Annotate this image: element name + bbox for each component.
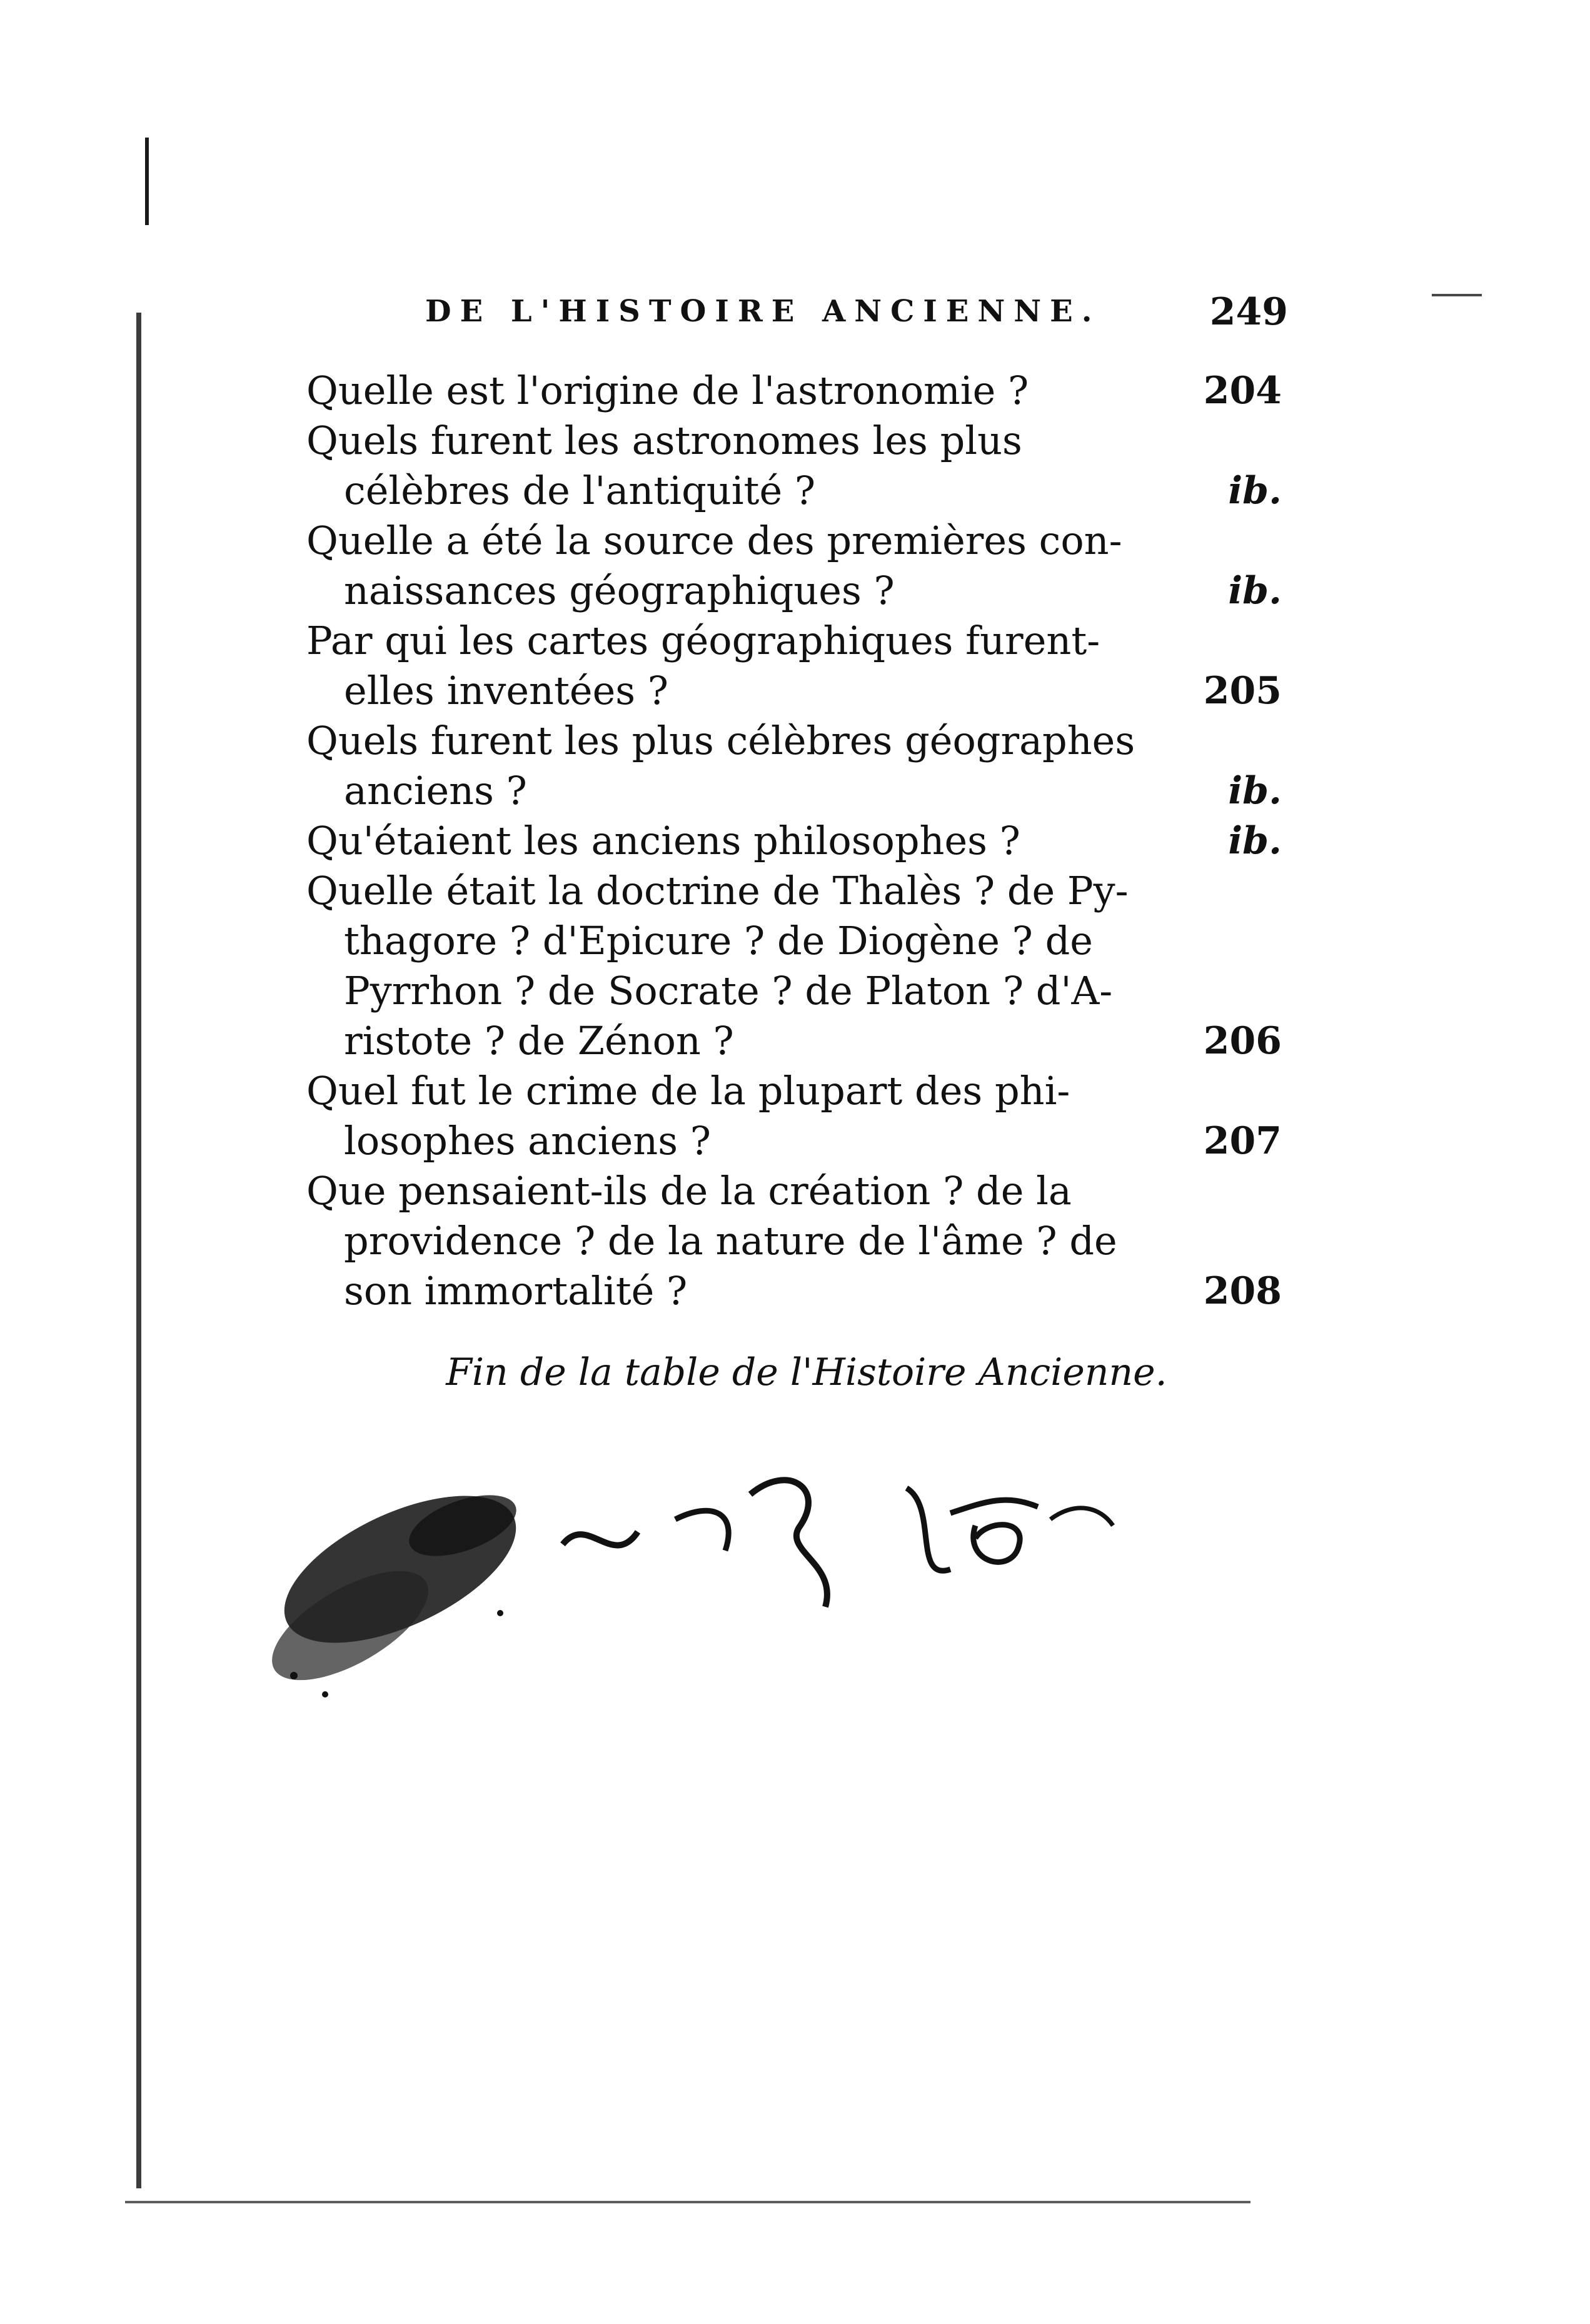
ink-scribble-stain bbox=[238, 1426, 1301, 1776]
toc-entry bbox=[306, 1066, 1282, 1166]
toc-entry-line: son immortalité ? bbox=[344, 1268, 688, 1314]
running-head-title: DE L'HISTOIRE ANCIENNE. bbox=[425, 294, 1101, 329]
toc-entry-page-ref: 205 bbox=[1203, 669, 1282, 713]
toc-entry-line: célèbres de l'antiquité ? bbox=[344, 468, 816, 513]
page-number: 249 bbox=[1209, 290, 1288, 334]
toc-entry bbox=[306, 1166, 1282, 1316]
toc-entry-page-ref: ib. bbox=[1228, 469, 1282, 513]
toc-entry-line: thagore ? d'Epicure ? de Diogène ? de bbox=[344, 918, 1093, 963]
toc-entry bbox=[306, 616, 1282, 716]
toc-entry-line: Qu'étaient les anciens philosophes ? bbox=[306, 818, 1020, 863]
toc-entry-page-ref: ib. bbox=[1228, 769, 1282, 813]
toc-entry bbox=[306, 866, 1282, 1066]
toc-entry-page-ref: 206 bbox=[1203, 1019, 1282, 1063]
toc-entry-line: Pyrrhon ? de Socrate ? de Platon ? d'A- bbox=[344, 968, 1113, 1014]
toc-entry-line: naissances géographiques ? bbox=[344, 568, 895, 613]
toc-entry-page-ref: 207 bbox=[1203, 1119, 1282, 1163]
table-of-contents bbox=[306, 366, 1282, 1316]
toc-entry-line: elles inventées ? bbox=[344, 668, 669, 713]
toc-entry-line: Quelle est l'origine de l'astronomie ? bbox=[306, 368, 1029, 413]
toc-entry-line: Quels furent les astronomes les plus bbox=[306, 418, 1022, 463]
toc-entry-line: losophes anciens ? bbox=[344, 1118, 711, 1164]
toc-entry-line: anciens ? bbox=[344, 768, 527, 813]
toc-entry-line: ristote ? de Zénon ? bbox=[344, 1018, 734, 1064]
toc-entry-line: Que pensaient-ils de la création ? de la bbox=[306, 1168, 1072, 1214]
toc-entry-line: Par qui les cartes géographiques furent- bbox=[306, 618, 1100, 663]
toc-entry-line: providence ? de la nature de l'âme ? de bbox=[344, 1218, 1117, 1264]
toc-entry-page-ref: 208 bbox=[1203, 1269, 1282, 1313]
toc-entry bbox=[306, 716, 1282, 816]
toc-entry-line: Quel fut le crime de la plupart des phi- bbox=[306, 1068, 1070, 1114]
toc-entry bbox=[306, 516, 1282, 616]
left-margin-rule bbox=[145, 138, 149, 225]
toc-entry bbox=[306, 366, 1282, 416]
right-edge-mark bbox=[1432, 294, 1482, 296]
toc-entry bbox=[306, 416, 1282, 516]
toc-entry-page-ref: 204 bbox=[1203, 369, 1282, 413]
toc-entry bbox=[306, 816, 1282, 866]
toc-entry-line: Quels furent les plus célèbres géographes bbox=[306, 718, 1135, 763]
toc-entry-page-ref: ib. bbox=[1228, 569, 1282, 613]
bottom-rule bbox=[125, 2201, 1250, 2203]
left-binding-edge bbox=[136, 313, 141, 2188]
end-of-table-note: Fin de la table de l'Histoire Ancienne. bbox=[446, 1351, 1167, 1394]
toc-entry-line: Quelle était la doctrine de Thalès ? de Py- bbox=[306, 868, 1129, 913]
toc-entry-page-ref: ib. bbox=[1228, 819, 1282, 863]
toc-entry-line: Quelle a été la source des premières con- bbox=[306, 518, 1122, 563]
running-header bbox=[425, 290, 1288, 344]
